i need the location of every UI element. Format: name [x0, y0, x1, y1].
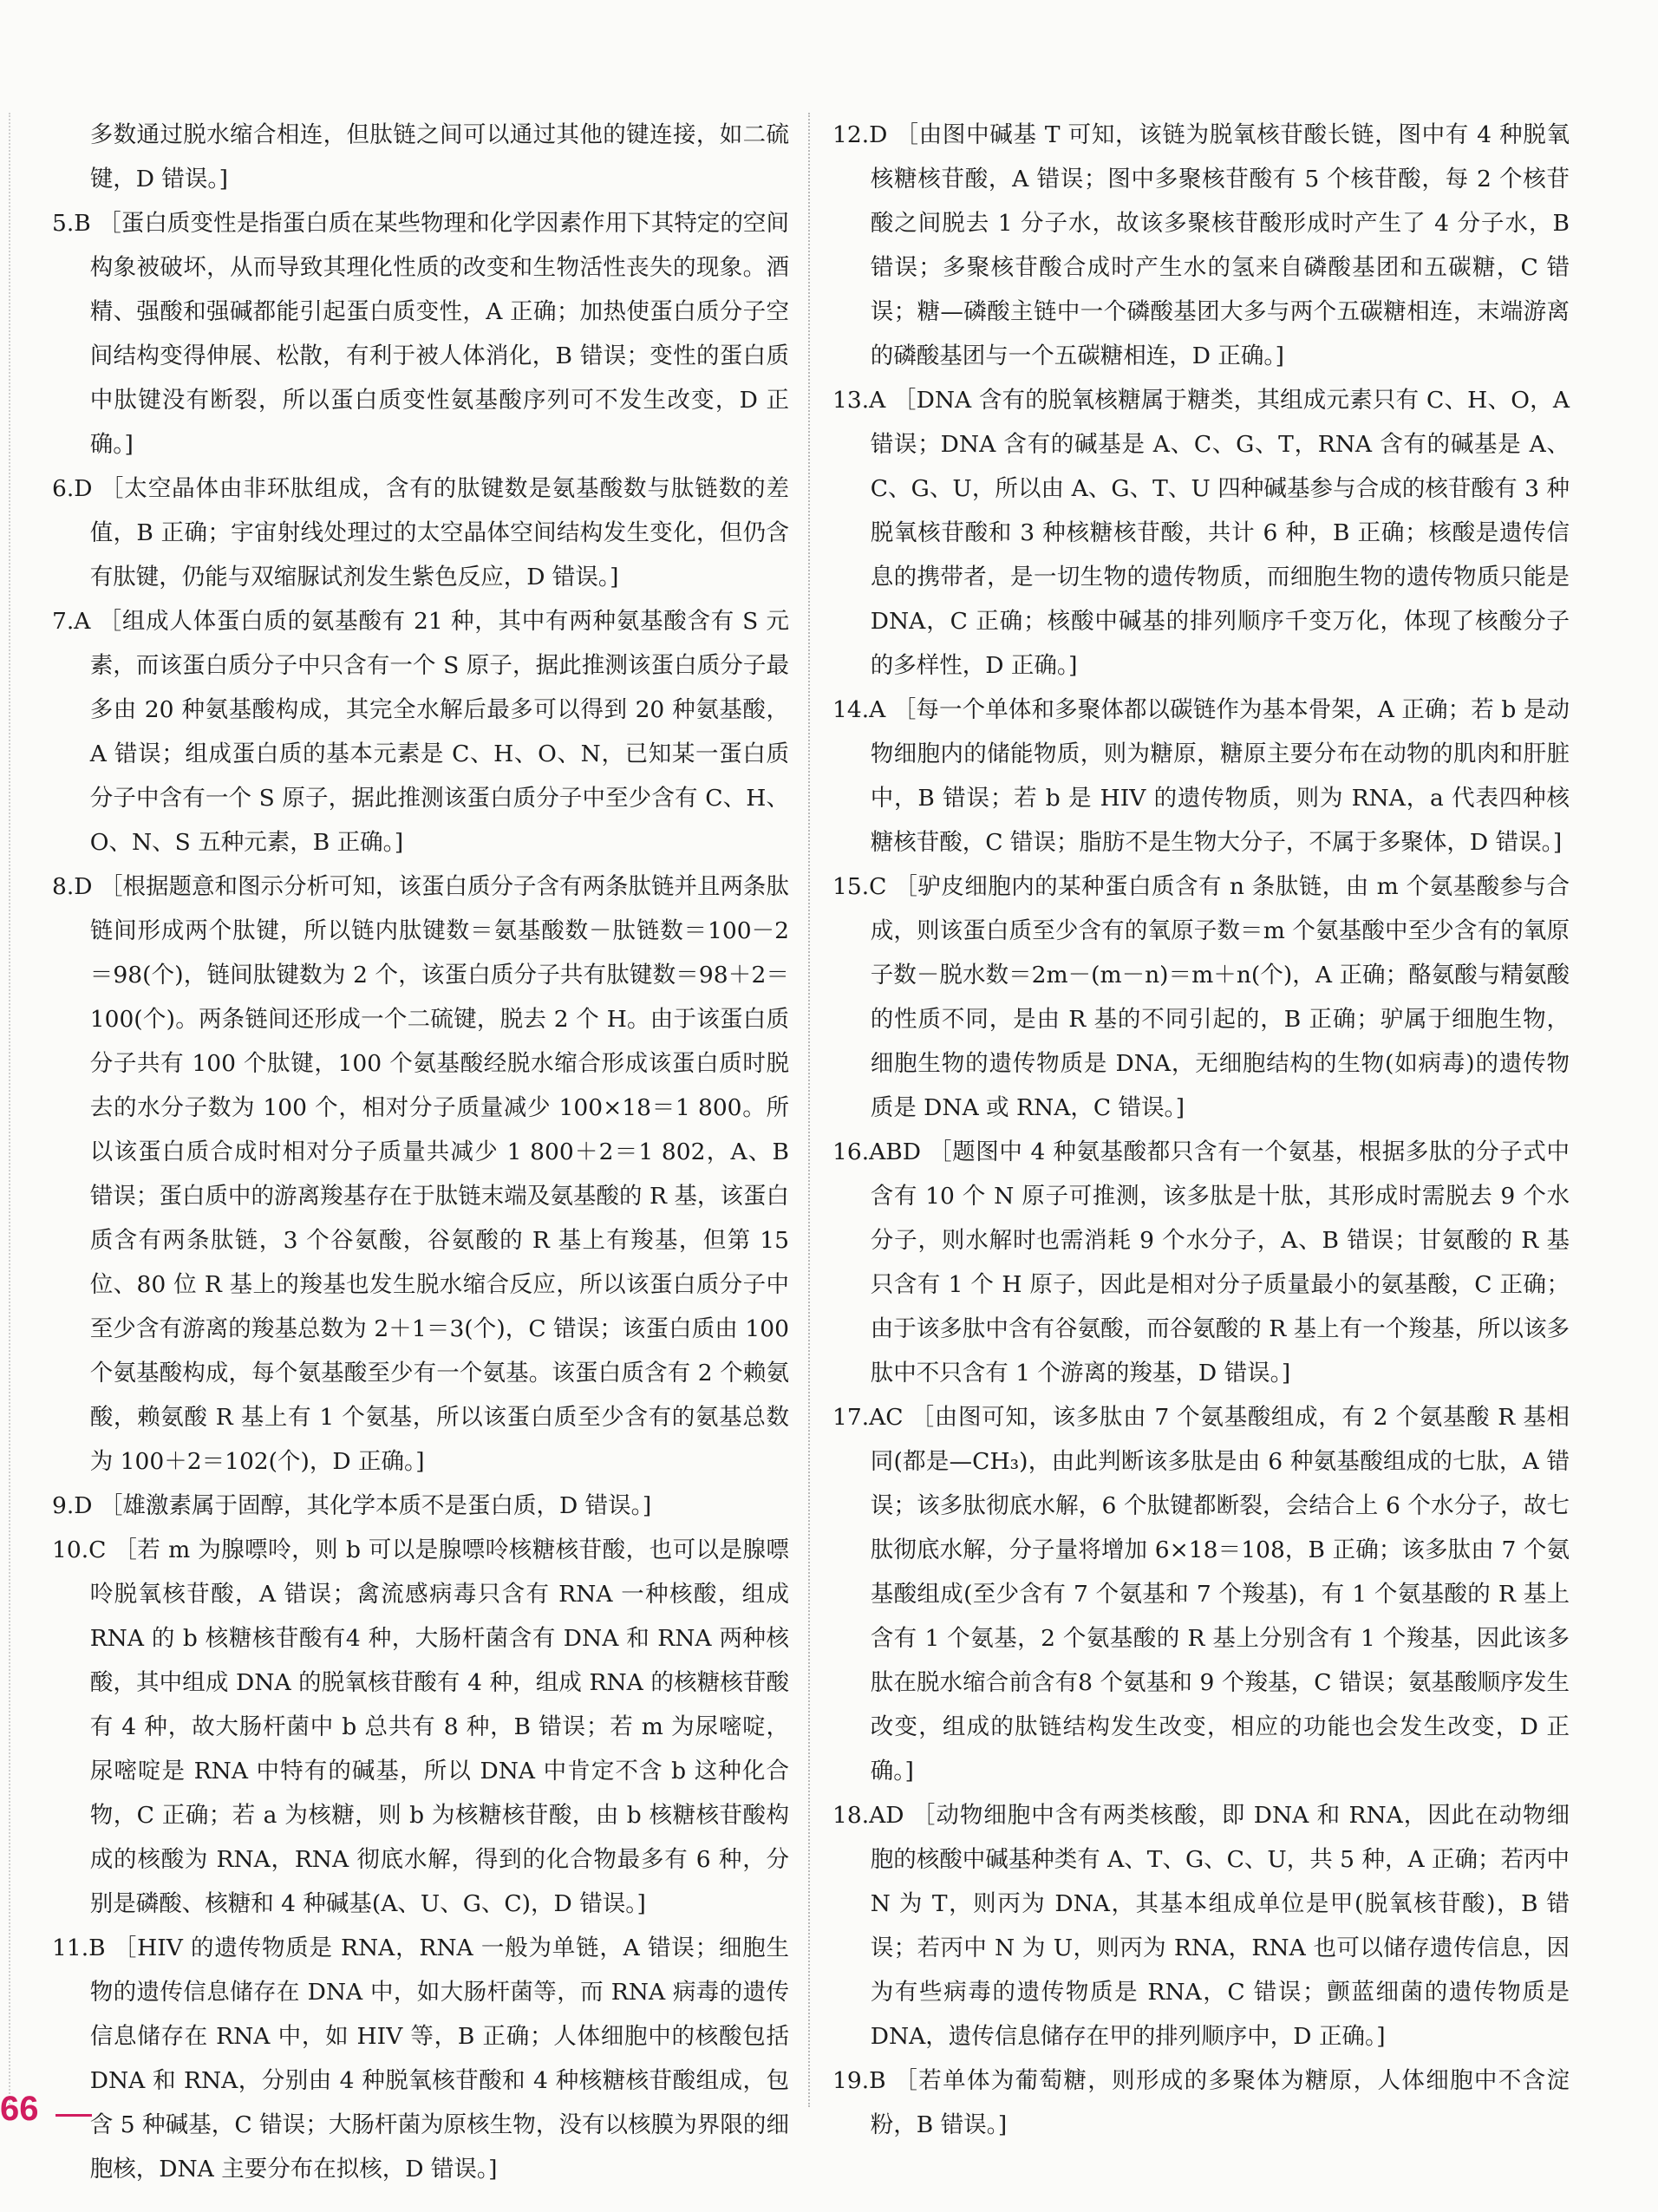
answer-13: 13.A ［DNA 含有的脱氧核糖属于糖类，其组成元素只有 C、H、O，A 错误；DNA 含有的碱基是 A、C、G、T，RNA 含有的碱基是 A、C、G、U，所以由 A、G、T、U 四种碱基参与合成的核苷酸有 3 种脱氧核苷酸和 3 种核糖核苷酸，共计 6 种，B 正确；核酸是遗传信息的携带者，是一切生物的遗传物质，而细胞生物的遗传物质只能是 DNA，C 正确；核酸中碱基的排列顺序千变万化，体现了核酸分子的多样性，D 正确。]: [832, 387, 1570, 679]
answer-7-continuation: 多数通过脱水缩合相连，但肽链之间可以通过其他的键连接，如二硫键，D 错误。]: [89, 121, 789, 192]
answer-14: 14.A ［每一个单体和多聚体都以碳链作为基本骨架，A 正确；若 b 是动物细胞内的储能物质，则为糖原，糖原主要分布在动物的肌肉和肝脏中，B 错误；若 b 是 HIV 的遗传物质，则为 RNA，a 代表四种核糖核苷酸，C 错误；脂肪不是生物大分子，不属于多聚体，D 错误。]: [832, 696, 1570, 856]
right-column: [832, 113, 1570, 2147]
answer-19: 19.B ［若单体为葡萄糖，则形成的多聚体为糖原，人体细胞中不含淀粉，B 错误。]: [832, 2067, 1570, 2138]
answer-7: 7.A ［组成人体蛋白质的氨基酸有 21 种，其中有两种氨基酸含有 S 元素，而该蛋白质分子中只含有一个 S 原子，据此推测该蛋白质分子最多由 20 种氨基酸构成，其完全水解后最多可以得到 20 种氨基酸，A 错误；组成蛋白质的基本元素是 C、H、O、N，已知某一蛋白质分子中含有一个 S 原子，据此推测该蛋白质分子中至少含有 C、H、O、N、S 五种元素，B 正确。]: [52, 608, 789, 856]
answer-16: 16.ABD ［题图中 4 种氨基酸都只含有一个氨基，根据多肽的分子式中含有 10 个 N 原子可推测，该多肽是十肽，其形成时需脱去 9 个水分子，则水解时也需消耗 9 个水分子，A、B 错误；甘氨酸的 R 基只含有 1 个 H 原子，因此是相对分子质量最小的氨基酸，C 正确；由于该多肽中含有谷氨酸，而谷氨酸的 R 基上有一个羧基，所以该多肽中不只含有 1 个游离的羧基，D 错误。]: [832, 1139, 1570, 1387]
answer-11: 11.B ［HIV 的遗传物质是 RNA，RNA 一般为单链，A 错误；细胞生物的遗传信息储存在 DNA 中，如大肠杆菌等，而 RNA 病毒的遗传信息储存在 RNA 中，如 HIV 等，B 正确；人体细胞中的核酸包括 DNA 和 RNA，分别由 4 种脱氧核苷酸和 4 种核糖核苷酸组成，包含 5 种碱基，C 错误；大肠杆菌为原核生物，没有以核膜为界限的细胞核，DNA 主要分布在拟核，D 错误。]: [52, 1935, 789, 2183]
column-divider: [808, 113, 810, 2107]
left-column: [52, 113, 789, 2191]
answer-17: 17.AC ［由图可知，该多肽由 7 个氨基酸组成，有 2 个氨基酸 R 基相同(都是—CH₃)，由此判断该多肽是由 6 种氨基酸组成的七肽，A 错误；该多肽彻底水解，6 个肽键都断裂，会结合上 6 个水分子，故七肽彻底水解，分子量将增加 6×18＝108，B 正确；该多肽由 7 个氨基酸组成(至少含有 7 个氨基和 7 个羧基)，有 1 个氨基酸的 R 基上含有 1 个氨基，2 个氨基酸的 R 基上分别含有 1 个羧基，因此该多肽在脱水缩合前含有8 个氨基和 9 个羧基，C 错误；氨基酸顺序发生改变，组成的肽链结构发生改变，相应的功能也会发生改变，D 正确。]: [832, 1404, 1570, 1785]
answer-10: 10.C ［若 m 为腺嘌呤，则 b 可以是腺嘌呤核糖核苷酸，也可以是腺嘌呤脱氧核苷酸，A 错误；禽流感病毒只含有 RNA 一种核酸，组成 RNA 的 b 核糖核苷酸有4 种，大肠杆菌含有 DNA 和 RNA 两种核酸，其中组成 DNA 的脱氧核苷酸有 4 种，组成 RNA 的核糖核苷酸有 4 种，故大肠杆菌中 b 总共有 8 种，B 错误；若 m 为尿嘧啶，尿嘧啶是 RNA 中特有的碱基，所以 DNA 中肯定不含 b 这种化合物，C 正确；若 a 为核糖，则 b 为核糖核苷酸，由 b 核糖核苷酸构成的核酸为 RNA，RNA 彻底水解，得到的化合物最多有 6 种，分别是磷酸、核糖和 4 种碱基(A、U、G、C)，D 错误。]: [52, 1537, 789, 1917]
answer-5: 5.B ［蛋白质变性是指蛋白质在某些物理和化学因素作用下其特定的空间构象被破坏，从而导致其理化性质的改变和生物活性丧失的现象。酒精、强酸和强碱都能引起蛋白质变性，A 正确；加热使蛋白质分子空间结构变得伸展、松散，有利于被人体消化，B 错误；变性的蛋白质中肽键没有断裂，所以蛋白质变性氨基酸序列可不发生改变，D 正确。]: [52, 210, 789, 458]
page-number-dash: [55, 2114, 92, 2117]
answer-8: 8.D ［根据题意和图示分析可知，该蛋白质分子含有两条肽链并且两条肽链间形成两个肽键，所以链内肽键数＝氨基酸数－肽链数＝100－2＝98(个)，链间肽键数为 2 个，该蛋白质分子共有肽键数＝98＋2＝100(个)。两条链间还形成一个二硫键，脱去 2 个 H。由于该蛋白质分子共有 100 个肽键，100 个氨基酸经脱水缩合形成该蛋白质时脱去的水分子数为 100 个，相对分子质量减少 100×18＝1 800。所以该蛋白质合成时相对分子质量共减少 1 800＋2＝1 802，A、B 错误；蛋白质中的游离羧基存在于肽链末端及氨基酸的 R 基，该蛋白质含有两条肽链，3 个谷氨酸，谷氨酸的 R 基上有羧基，但第 15 位、80 位 R 基上的羧基也发生脱水缩合反应，所以该蛋白质分子中至少含有游离的羧基总数为 2＋1＝3(个)，C 错误；该蛋白质由 100 个氨基酸构成，每个氨基酸至少有一个氨基。该蛋白质含有 2 个赖氨酸，赖氨酸 R 基上有 1 个氨基，所以该蛋白质至少含有的氨基总数为 100＋2＝102(个)，D 正确。]: [52, 873, 789, 1475]
answer-9: 9.D ［雄激素属于固醇，其化学本质不是蛋白质，D 错误。]: [52, 1492, 652, 1519]
left-column-border: [9, 113, 10, 2107]
page-number: 66: [0, 2090, 39, 2128]
answer-18: 18.AD ［动物细胞中含有两类核酸，即 DNA 和 RNA，因此在动物细胞的核酸中碱基种类有 A、T、G、C、U，共 5 种，A 正确；若丙中 N 为 T，则丙为 DNA，其基本组成单位是甲(脱氧核苷酸)，B 错误；若丙中 N 为 U，则丙为 RNA，RNA 也可以储存遗传信息，因为有些病毒的遗传物质是 RNA，C 错误；颤蓝细菌的遗传物质是 DNA，遗传信息储存在甲的排列顺序中，D 正确。]: [832, 1802, 1570, 2050]
answer-15: 15.C ［驴皮细胞内的某种蛋白质含有 n 条肽链，由 m 个氨基酸参与合成，则该蛋白质至少含有的氧原子数＝m 个氨基酸中至少含有的氧原子数－脱水数＝2m－(m－n)＝m＋n(个)，A 正确；酪氨酸与精氨酸的性质不同，是由 R 基的不同引起的，B 正确；驴属于细胞生物，细胞生物的遗传物质是 DNA，无细胞结构的生物(如病毒)的遗传物质是 DNA 或 RNA，C 错误。]: [832, 873, 1570, 1121]
answer-6: 6.D ［太空晶体由非环肽组成，含有的肽键数是氨基酸数与肽链数的差值，B 正确；宇宙射线处理过的太空晶体空间结构发生变化，但仍含有肽键，仍能与双缩脲试剂发生紫色反应，D 错误。]: [52, 475, 789, 591]
answer-12: 12.D ［由图中碱基 T 可知，该链为脱氧核苷酸长链，图中有 4 种脱氧核糖核苷酸，A 错误；图中多聚核苷酸有 5 个核苷酸，每 2 个核苷酸之间脱去 1 分子水，故该多聚核苷酸形成时产生了 4 分子水，B 错误；多聚核苷酸合成时产生水的氢来自磷酸基团和五碳糖，C 错误；糖—磷酸主链中一个磷酸基团大多与两个五碳糖相连，末端游离的磷酸基团与一个五碳糖相连，D 正确。]: [832, 121, 1570, 369]
